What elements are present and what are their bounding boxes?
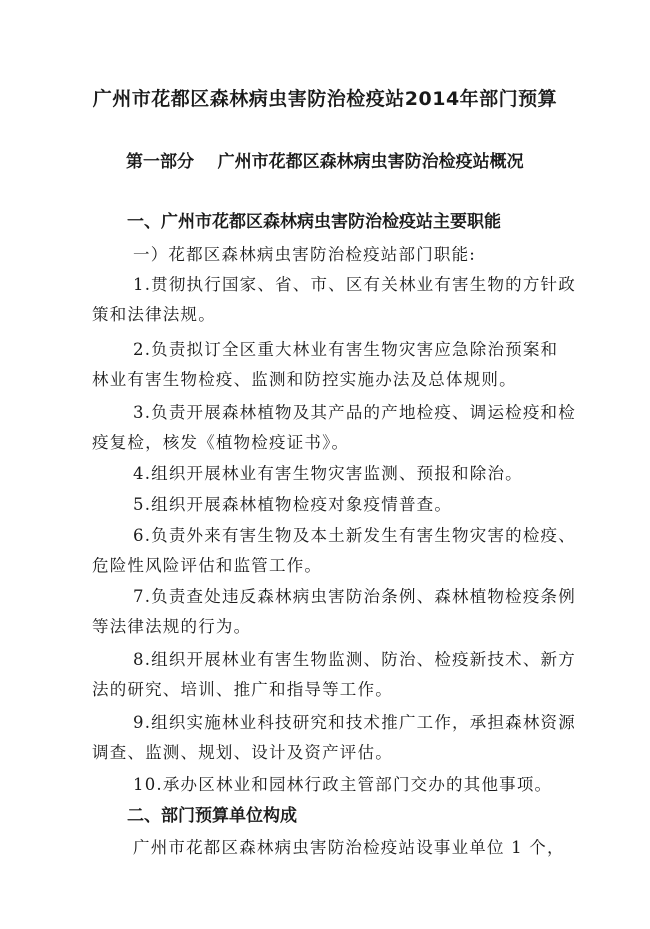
part-heading: 第一部分 广州市花都区森林病虫害防治检疫站概况	[126, 152, 524, 172]
item-3-line-1: 3.负责开展森林植物及其产品的产地检疫、调运检疫和检	[133, 403, 576, 422]
item-1-line-1: 1.贯彻执行国家、省、市、区有关林业有害生物的方针政	[133, 275, 576, 294]
item-2-line-1: 2.负责拟订全区重大林业有害生物灾害应急除治预案和	[133, 340, 559, 359]
item-6-line-2: 危险性风险评估和监管工作。	[92, 556, 323, 575]
item-9-line-2: 调查、监测、规划、设计及资产评估。	[92, 743, 393, 762]
section-heading-budget-units: 二、部门预算单位构成	[127, 806, 297, 826]
item-6-line-1: 6.负责外来有害生物及本土新发生有害生物灾害的检疫、	[133, 526, 576, 545]
subsection-heading: 一）花都区森林病虫害防治检疫站部门职能:	[133, 245, 477, 264]
item-3-line-2: 疫复检，核发《植物检疫证书》。	[92, 433, 350, 452]
item-10-line-1: 10.承办区林业和园林行政主管部门交办的其他事项。	[133, 775, 553, 794]
section-heading-functions: 一、广州市花都区森林病虫害防治检疫站主要职能	[127, 212, 501, 232]
document-title: 广州市花都区森林病虫害防治检疫站2014年部门预算	[92, 88, 558, 110]
item-9-line-1: 9.组织实施林业科技研究和技术推广工作，承担森林资源	[133, 713, 576, 732]
item-7-line-2: 等法律法规的行为。	[92, 617, 252, 636]
item-2-line-2: 林业有害生物检疫、监测和防控实施办法及总体规则。	[92, 370, 517, 389]
item-4-line-1: 4.组织开展林业有害生物灾害监测、预报和除治。	[133, 464, 523, 483]
item-5-line-1: 5.组织开展森林植物检疫对象疫情普查。	[133, 495, 453, 514]
item-7-line-1: 7.负责查处违反森林病虫害防治条例、森林植物检疫条例	[133, 587, 576, 606]
item-8-line-1: 8.组织开展林业有害生物监测、防治、检疫新技术、新方	[133, 650, 576, 669]
item-8-line-2: 法的研究、培训、推广和指导等工作。	[92, 680, 393, 699]
item-1-line-2: 策和法律法规。	[92, 305, 216, 324]
section-2-text: 广州市花都区森林病虫害防治检疫站设事业单位 1 个，	[133, 838, 565, 857]
